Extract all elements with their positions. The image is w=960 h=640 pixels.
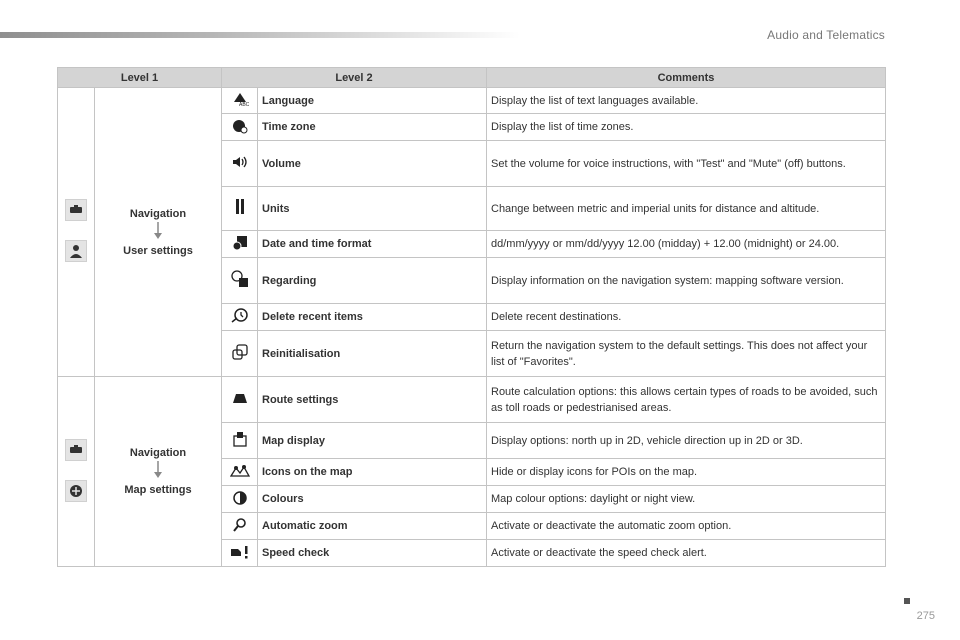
date-time-icon (232, 242, 248, 254)
auto-zoom-icon (232, 524, 248, 536)
comment-cell: Display options: north up in 2D, vehicle direction up in 2D or 3D. (487, 423, 886, 459)
level2-label: Reinitialisation (258, 331, 487, 377)
page-number: 275 (916, 610, 935, 622)
level1-group-cell (95, 88, 222, 377)
level2-icon-cell (222, 331, 258, 377)
reinitialise-icon (231, 352, 249, 364)
speed-check-icon (230, 551, 250, 563)
level2-label: Date and time format (258, 231, 487, 258)
level2-icon-cell (222, 141, 258, 187)
level2-label: Icons on the map (258, 459, 487, 486)
table-header-row (58, 68, 886, 88)
comment-cell: Display the list of text languages available. (487, 88, 886, 114)
page-marker (904, 598, 910, 604)
level2-label: Delete recent items (258, 304, 487, 331)
map-settings-icon (65, 480, 87, 502)
user-icon (65, 240, 87, 262)
header-level-2: Level 2 (222, 68, 487, 88)
table-row (58, 377, 886, 423)
comment-cell: Set the volume for voice instructions, with "Test" and "Mute" (off) buttons. (487, 141, 886, 187)
level2-label: Regarding (258, 258, 487, 304)
svg-text:ABC: ABC (238, 102, 249, 107)
delete-recent-icon (231, 315, 249, 327)
comment-cell: dd/mm/yyyy or mm/dd/yyyy 12.00 (midday) + 12.00 (midnight) or 24.00. (487, 231, 886, 258)
comment-cell: Display the list of time zones. (487, 114, 886, 141)
header-comments: Comments (487, 68, 886, 88)
comment-cell: Activate or deactivate the speed check alert. (487, 540, 886, 567)
header-level-1: Level 1 (58, 68, 222, 88)
level2-icon-cell (222, 258, 258, 304)
navigation-icon (65, 199, 87, 221)
level2-label: Volume (258, 141, 487, 187)
level2-icon-cell (222, 88, 258, 114)
time-zone-icon (232, 125, 248, 137)
section-title: Audio and Telematics (767, 28, 885, 42)
colours-icon (232, 497, 248, 509)
level2-label: Colours (258, 486, 487, 513)
level2-icon-cell (222, 304, 258, 331)
level2-label: Units (258, 187, 487, 231)
level2-icon-cell (222, 540, 258, 567)
settings-table (57, 67, 886, 567)
comment-cell: Map colour options: daylight or night view. (487, 486, 886, 513)
comment-cell: Change between metric and imperial units for distance and altitude. (487, 187, 886, 231)
level2-label: Map display (258, 423, 487, 459)
comment-cell: Activate or deactivate the automatic zoom option. (487, 513, 886, 540)
group-subtitle: User settings (123, 244, 193, 257)
level2-icon-cell (222, 187, 258, 231)
level1-icons-cell (58, 377, 95, 567)
comment-cell: Display information on the navigation system: mapping software version. (487, 258, 886, 304)
level2-icon-cell (222, 423, 258, 459)
level2-icon-cell (222, 513, 258, 540)
units-icon (233, 207, 247, 219)
level1-group-cell (95, 377, 222, 567)
arrow-down-icon (95, 461, 221, 482)
route-icon (232, 396, 248, 408)
arrow-down-icon (95, 222, 221, 243)
map-display-icon (232, 438, 248, 450)
poi-icon (230, 469, 250, 481)
level2-label: Time zone (258, 114, 487, 141)
level2-icon-cell (222, 114, 258, 141)
level2-label: Automatic zoom (258, 513, 487, 540)
language-icon (231, 98, 249, 110)
level2-icon-cell (222, 459, 258, 486)
level2-icon-cell (222, 231, 258, 258)
level2-label: Route settings (258, 377, 487, 423)
level2-label: Speed check (258, 540, 487, 567)
navigation-icon (65, 439, 87, 461)
level2-label: Language (258, 88, 487, 114)
comment-cell: Return the navigation system to the default settings. This does not affect your list of "Favorites". (487, 331, 886, 377)
group-title: Navigation (129, 447, 187, 459)
level2-icon-cell (222, 486, 258, 513)
comment-cell: Hide or display icons for POIs on the map. (487, 459, 886, 486)
level2-icon-cell (222, 377, 258, 423)
table-row (58, 88, 886, 114)
comment-cell: Delete recent destinations. (487, 304, 886, 331)
info-icon (231, 279, 249, 291)
level1-icons-cell (58, 88, 95, 377)
group-subtitle: Map settings (124, 484, 192, 496)
comment-cell: Route calculation options: this allows certain types of roads to be avoided, such as toll roads or pedestrianised areas. (487, 377, 886, 423)
group-title: Navigation (129, 207, 187, 220)
volume-icon (231, 160, 249, 172)
header-gradient-bar (0, 32, 520, 38)
